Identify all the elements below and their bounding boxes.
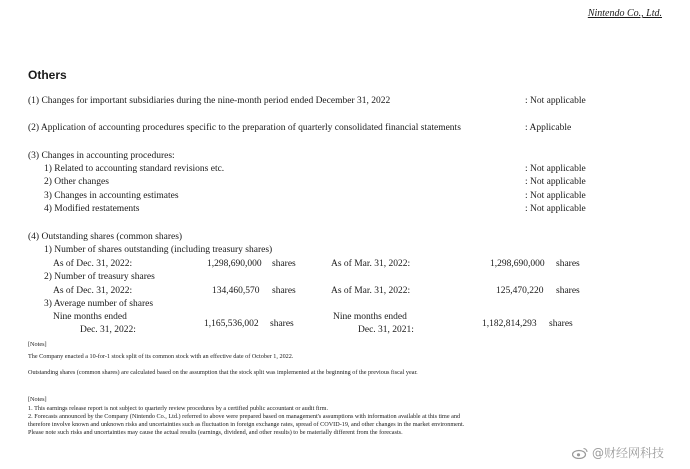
item4-sub2-right-unit: shares: [556, 286, 580, 296]
item4-sub2-left-label: As of Dec. 31, 2022:: [53, 286, 133, 296]
item3-sub1-label: 1) Related to accounting standard revisions etc.: [44, 164, 225, 174]
item4-sub3-right-value: 1,182,814,293: [482, 319, 537, 329]
item4-sub3-left-label-2: Dec. 31, 2022:: [80, 325, 136, 335]
item3-sub2-label: 2) Other changes: [44, 177, 109, 187]
item3-sub4-label: 4) Modified restatements: [44, 204, 140, 214]
item4-sub3-left-label-1: Nine months ended: [53, 312, 127, 322]
item4-sub1-left-unit: shares: [272, 259, 296, 269]
item4-sub2-left-unit: shares: [272, 286, 296, 296]
item4-sub1-right-value: 1,298,690,000: [490, 259, 545, 269]
item3-sub4-status: : Not applicable: [525, 204, 586, 214]
item4-sub1-right-unit: shares: [556, 259, 580, 269]
item4-sub3-left-unit: shares: [270, 319, 294, 329]
item4-sub1-left-value: 1,298,690,000: [207, 259, 262, 269]
notes2-line4: Please note such risks and uncertainties may cause the actual results (earnings, dividend, and other results) to be materially different from the forecasts.: [28, 429, 403, 436]
item3-sub3-status: : Not applicable: [525, 191, 586, 201]
watermark-text: @财经网科技: [591, 446, 664, 460]
item2-status: : Applicable: [525, 123, 572, 133]
notes2-line1: 1. This earnings release report is not subject to quarterly review procedures by a certified public accountant or audit firm.: [28, 405, 329, 412]
item4-sub3-right-label-2: Dec. 31, 2021:: [358, 325, 414, 335]
notes1-line1: The Company enacted a 10-for-1 stock split of its common stock with an effective date of October 1, 2022.: [28, 353, 294, 360]
item4-sub3-right-unit: shares: [549, 319, 573, 329]
company-name: Nintendo Co., Ltd.: [587, 8, 662, 19]
item4-sub3-left-value: 1,165,536,002: [204, 319, 259, 329]
item4-sub3-label: 3) Average number of shares: [44, 299, 154, 309]
item3-sub3-label: 3) Changes in accounting estimates: [44, 191, 179, 201]
notes1-title: [Notes]: [28, 341, 47, 348]
item3-sub1-status: : Not applicable: [525, 164, 586, 174]
section-heading: Others: [28, 68, 67, 82]
item2-label: (2) Application of accounting procedures specific to the preparation of quarterly consolidated financial statements: [28, 123, 461, 133]
item4-sub1-right-label: As of Mar. 31, 2022:: [331, 259, 411, 269]
watermark: [572, 444, 664, 461]
item4-label: (4) Outstanding shares (common shares): [28, 232, 183, 242]
item4-sub3-right-label-1: Nine months ended: [333, 312, 407, 322]
item4-sub2-right-value: 125,470,220: [496, 286, 544, 296]
item4-sub1-label: 1) Number of shares outstanding (including treasury shares): [44, 245, 273, 255]
item3-label: (3) Changes in accounting procedures:: [28, 151, 175, 161]
notes1-line2: Outstanding shares (common shares) are calculated based on the assumption that the stock split was implemented at the beginning of the previous fiscal year.: [28, 369, 418, 376]
item4-sub2-right-label: As of Mar. 31, 2022:: [331, 286, 411, 296]
notes2-line2: 2. Forecasts announced by the Company (Nintendo Co., Ltd.) referred to above were prepared based on management's assumptions with information available at this time and: [28, 413, 461, 420]
item1-label: (1) Changes for important subsidiaries during the nine-month period ended December 31, 2022: [28, 96, 391, 106]
notes2-title: [Notes]: [28, 396, 47, 403]
item4-sub1-left-label: As of Dec. 31, 2022:: [53, 259, 133, 269]
notes2-line3: therefore involve known and unknown risks and uncertainties such as fluctuation in foreign exchange rates, spread of COVID-19, and other changes in the market environment.: [28, 421, 465, 428]
item4-sub2-label: 2) Number of treasury shares: [44, 272, 155, 282]
weibo-icon: [572, 447, 588, 459]
item4-sub2-left-value: 134,460,570: [212, 286, 260, 296]
item3-sub2-status: : Not applicable: [525, 177, 586, 187]
item1-status: : Not applicable: [525, 96, 586, 106]
